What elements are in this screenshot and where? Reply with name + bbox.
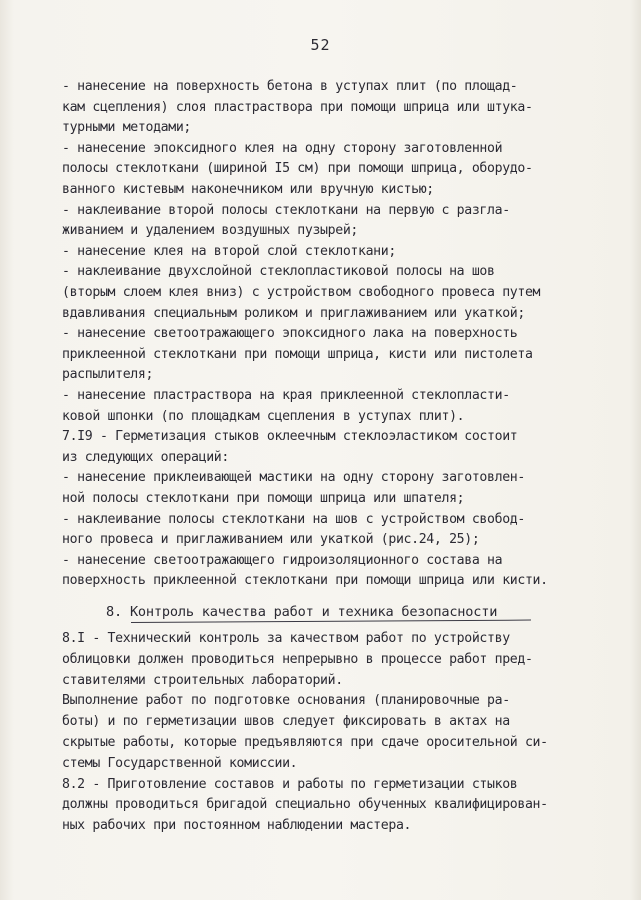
text-line: ковой шпонки (по площадкам сцепления в уступах плит). [62, 408, 465, 424]
text-line: приклеенной стеклоткани при помощи шприца, кисти или пистолета [62, 346, 533, 362]
text-line: ного провеса и приглаживанием или укаткой (рис.24, 25); [62, 532, 480, 548]
text-line: - нанесение светоотражающего гидроизоляционного состава на [62, 552, 503, 568]
text-line: ставителями строительных лабораторий. [62, 672, 343, 688]
text-line: скрытые работы, которые предъявляются при сдаче оросительной си- [62, 735, 548, 750]
text-line: - нанесение пластраствора на края приклеенной стеклопласти- [62, 388, 510, 403]
text-line: кам сцепления) слоя пластраствора при помощи шприца или штука- [62, 99, 533, 115]
text-line: облицовки должен проводиться непрерывно в процессе работ пред- [62, 651, 533, 667]
text-line: 8.2 - Приготовление составов и работы по герметизации стыков [62, 776, 518, 792]
text-line: - нанесение светоотражающего эпоксидного лака на поверхность [62, 326, 518, 342]
text-line: - наклеивание полосы стеклоткани на шов с устройством свобод- [62, 511, 525, 527]
text-line: - наклеивание двухслойной стеклопластиковой полосы на шов [62, 264, 495, 280]
text-line: ной полосы стеклоткани при помощи шприца или шпателя; [62, 491, 465, 506]
text-line: должны проводиться бригадой специально обученных квалифицирован- [62, 797, 548, 813]
text-line: турными методами; [62, 120, 192, 136]
section-heading: 8. Контроль качества работ и техника безопасности [106, 604, 498, 620]
text-line: 7.I9 - Герметизация стыков оклеечным стеклоэластиком состоит [62, 429, 518, 445]
text-line: - наклеивание второй полосы стеклоткани на первую с разгла- [62, 202, 510, 218]
text-line: поверхность приклеенной стеклоткани при помощи шприца или кисти. [62, 573, 548, 589]
text-line: стемы Государственной комиссии. [62, 755, 298, 771]
page-number: 52 [310, 36, 331, 54]
text-line: боты) и по герметизации швов следует фиксировать в актах на [62, 714, 510, 730]
text-line: - нанесение клея на второй слой стеклоткани; [62, 243, 396, 259]
text-line: ванного кистевым наконечником или вручную кистью; [62, 182, 434, 197]
text-line: вдавливания специальным роликом и приглаживанием или укаткой; [62, 305, 525, 321]
text-line: - нанесение приклеивающей мастики на одну сторону заготовлен- [62, 470, 525, 486]
text-line: полосы стеклоткани (шириной I5 см) при помощи шприца, оборудо- [62, 161, 533, 177]
text-line: ных рабочих при постоянном наблюдении мастера. [62, 818, 412, 834]
text-line: 8.I - Технический контроль за качеством работ по устройству [62, 631, 510, 646]
text-line: распылителя; [62, 367, 154, 383]
text-line: (вторым слоем клея вниз) с устройством свободного провеса путем [62, 285, 541, 300]
text-line: - нанесение на поверхность бетона в уступах плит (по площад- [62, 79, 518, 94]
text-line: живанием и удалением воздушных пузырей; [62, 223, 358, 239]
text-line: - нанесение эпоксидного клея на одну сторону заготовленной [62, 140, 503, 156]
text-line: из следующих операций: [62, 449, 229, 465]
text-line: Выполнение работ по подготовке основания (планировочные ра- [62, 693, 510, 709]
